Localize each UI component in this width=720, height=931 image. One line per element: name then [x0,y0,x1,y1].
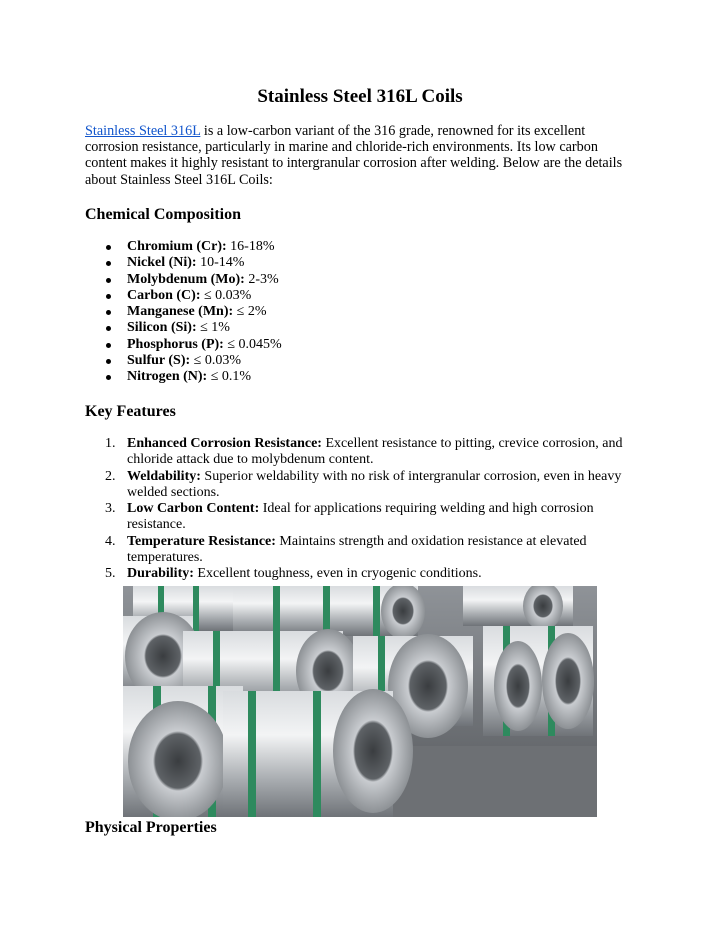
page-title: Stainless Steel 316L Coils [257,86,463,107]
element-value: 16-18% [226,239,275,254]
element-label: Manganese (Mn): [127,304,234,320]
list-item [127,255,607,271]
element-value: ≤ 0.03% [190,353,242,369]
list-item [127,353,607,369]
feature-text: Ideal for applications requiring welding and high corrosion resistance. [127,501,594,533]
list-item [105,468,637,502]
element-value: ≤ 1% [196,320,230,336]
element-label: Molybdenum (Mo): [127,271,245,287]
element-value: ≤ 2% [233,304,267,320]
item-number: 5. [105,566,116,582]
element-label: Chromium (Cr): [127,239,227,254]
element-label: Sulfur (S): [127,353,191,369]
item-number: 3. [105,501,116,517]
feature-label: Low Carbon Content: [127,501,260,517]
element-value: 2-3% [244,271,279,287]
element-label: Nickel (Ni): [127,255,197,271]
feature-text: Superior weldability with no risk of intergranular corrosion, even in heavy welded sections. [127,468,622,500]
element-label: Nitrogen (N): [127,369,208,385]
list-item [127,239,607,255]
list-item [127,272,607,288]
item-number: 4. [105,533,116,549]
list-item [127,337,607,353]
list-item [127,369,607,385]
element-label: Phosphorus (P): [127,336,224,352]
stainless-steel-316l-link[interactable]: Stainless Steel 316L [85,123,201,139]
list-item [105,501,637,534]
steel-coils-photo [123,586,597,817]
feature-text: Excellent toughness, even in cryogenic conditions. [193,566,482,582]
element-label: Carbon (C): [127,287,201,303]
chemical-composition-list [127,239,607,386]
feature-text: Excellent resistance to pitting, crevice corrosion, and chloride attack due to molybdenum content. [127,436,623,468]
list-item [105,533,637,567]
list-item [127,304,607,320]
feature-label: Durability: [127,566,194,582]
chemical-composition-heading: Chemical Composition [85,206,241,223]
element-label: Silicon (Si): [127,320,197,336]
coil-right [483,626,594,736]
element-value: ≤ 0.03% [200,287,252,303]
element-value: ≤ 0.045% [223,336,282,352]
coil-front-center [223,689,413,817]
list-item [105,566,637,582]
element-value: 10-14% [196,255,245,271]
key-features-heading: Key Features [85,403,176,420]
steel-coils-illustration [123,586,597,817]
element-value: ≤ 0.1% [207,369,252,385]
intro-paragraph [85,123,640,188]
coil-back-right [463,586,573,630]
list-item [127,320,607,336]
item-number: 1. [105,436,116,451]
feature-label: Weldability: [127,468,201,484]
item-number: 2. [105,468,116,484]
key-features-list [105,436,637,583]
list-item [105,436,637,469]
list-item [127,288,607,304]
feature-label: Enhanced Corrosion Resistance: [127,436,322,451]
feature-label: Temperature Resistance: [127,533,276,549]
physical-properties-heading: Physical Properties [85,819,217,836]
feature-text: Maintains strength and oxidation resistance at elevated temperatures. [127,533,587,566]
intro-text: is a low-carbon variant of the 316 grade, renowned for its excellent corrosion resistance, particularly in marine and chloride-rich environments. Its low carbon content makes it highly resistant to intergranular corrosion after welding. Below are the details about Stainless Steel 316L Coils: [85,123,623,188]
